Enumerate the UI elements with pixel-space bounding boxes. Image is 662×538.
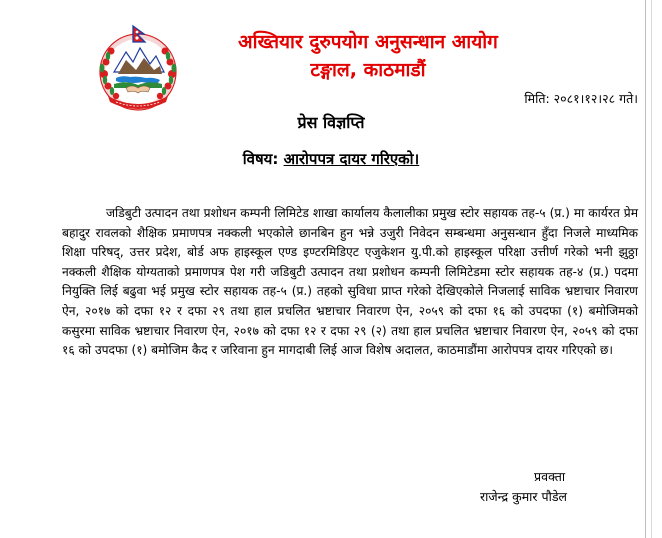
release-date: मिति: २०८१।१२।२८ गते। bbox=[524, 91, 638, 106]
page-border-line bbox=[645, 0, 646, 538]
signatory-role: प्रवक्ता bbox=[534, 469, 566, 484]
document-title: प्रेस विज्ञप्ति bbox=[297, 113, 365, 132]
subject-text: आरोपपत्र दायर गरिएको। bbox=[283, 150, 420, 168]
subject-line bbox=[150, 149, 512, 169]
organization-name: अख्तियार दुरुपयोग अनुसन्धान आयोग bbox=[238, 31, 498, 53]
body-paragraph: जडिबुटी उत्पादन तथा प्रशोधन कम्पनी लिमिटेड शाखा कार्यालय कैलालीका प्रमुख स्टोर सहायक तह-५ (प्र.) मा कार्यरत प्रेम बहादुर रावलको शैक्षिक प्रमाणपत्र नक्कली भएकोले छानबिन हुन भन्ने उजुरी निवेदन सम्बन्धमा अनुसन्धान हुँदा निजले माध्यमिक शिक्षा परिषद्, उत्तर प्रदेश, बोर्ड अफ हाइस्कूल एण्ड इण्टरमिडिएट एजुकेशन यु.पी.को हाइस्कूल परिक्षा उत्तीर्ण गरेको भनी झुठ्ठा नक्कली शैक्षिक योग्यताको प्रमाणपत्र पेश गरी जडिबुटी उत्पादन तथा प्रशोधन कम्पनी लिमिटेडमा स्टोर सहायक तह-४ (प्र.) पदमा नियुक्ति लिई बढुवा भई प्रमुख स्टोर सहायक तह-५ (प्र.) तहको सुविधा प्राप्त गरेको देखिएकोले निजलाई साविक भ्रष्टाचार निवारण ऐन, २०१७ को दफा १२ र दफा २९ तथा हाल प्रचलित भ्रष्टाचार निवारण ऐन, २०५९ को दफा १६ को उपदफा (१) बमोजिमको कसुरमा साविक भ्रष्टाचार निवारण ऐन, २०१७ को दफा १२ र दफा २९ (२) तथा हाल प्रचलित भ्रष्टाचार निवारण ऐन, २०५९ को दफा १६ को उपदफा (१) बमोजिम कैद र जरिवाना हुन मागदाबी लिई आज विशेष अदालत, काठमाडौंमा आरोपपत्र दायर गरिएको छ। bbox=[62, 206, 638, 358]
signatory-name: राजेन्द्र कुमार पौडेल bbox=[480, 489, 567, 504]
organization-location: टङ्गाल, काठमाडौं bbox=[310, 59, 426, 81]
page-border-line-outer bbox=[651, 0, 652, 538]
nepal-emblem-icon bbox=[92, 22, 184, 114]
subject-prefix: विषय: bbox=[242, 150, 279, 168]
